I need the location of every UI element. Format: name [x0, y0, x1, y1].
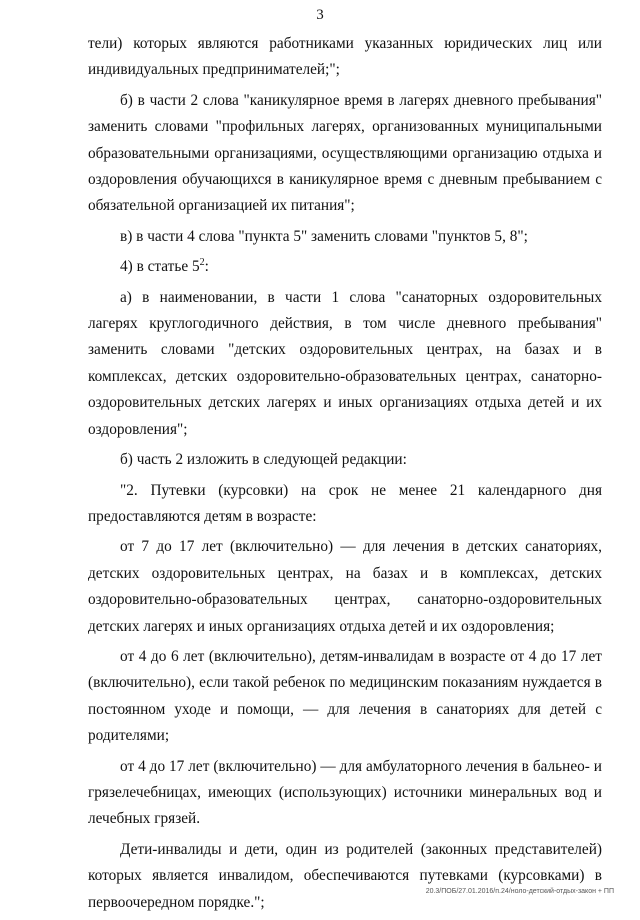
paragraph-article-heading — [88, 254, 602, 280]
document-body — [88, 31, 602, 920]
paragraph: тели) которых являются работниками указанных юридических лиц или индивидуальных предпринимателей;"; — [88, 35, 602, 79]
superscript: 2 — [199, 257, 205, 269]
paragraph: б) в части 2 слова "каникулярное время в лагерях дневного пребывания" заменить словами "профильных лагерях, организованных муниципальными образовательными организациями, осуществляющими организацию отдыха и оздоровления обучающихся в каникулярное время с дневным пребыванием с обязательной организацией их питания"; — [88, 91, 602, 215]
paragraph: б) часть 2 изложить в следующей редакции: — [120, 451, 407, 469]
paragraph: в) в части 4 слова "пункта 5" заменить словами "пунктов 5, 8"; — [120, 227, 528, 245]
paragraph: от 4 до 6 лет (включительно), детям-инвалидам в возрасте от 4 до 17 лет (включительно), если такой ребенок по медицинским показаниям нуждается в постоянном уходе и помощи, — для лечения в санаториях для детей с родителями; — [88, 647, 602, 745]
paragraph: а) в наименовании, в части 1 слова "санаторных оздоровительных лагерях круглогодичного действия, в том числе дневного пребывания" заменить словами "детских оздоровительных центрах, на базах и в комплексах, детских оздоровительно-образовательных центрах, санаторно-оздоровительных детских лагерях и иных организациях отдыха детей и их оздоровления"; — [88, 288, 602, 438]
paragraph: Дети-инвалиды и дети, один из родителей (законных представителей) которых является инвалидом, обеспечиваются путевками (курсовками) в первоочередном порядке."; — [88, 840, 602, 911]
paragraph: "2. Путевки (курсовки) на срок не менее 21 календарного дня предоставляются детям в возрасте: — [88, 481, 602, 525]
paragraph-text: 4) в статье 5 — [120, 258, 200, 276]
paragraph: от 4 до 17 лет (включительно) — для амбулаторного лечения в бальнео- и грязелечебницах, имеющих (использующих) источники минеральных вод и лечебных грязей. — [88, 757, 602, 828]
page-number: 3 — [316, 7, 324, 23]
paragraph: от 7 до 17 лет (включительно) — для лечения в детских санаториях, детских оздоровительных центрах, на базах и в комплексах, детских оздоровительно-образовательных центрах, санаторно-оздоровительных детских лагерях и иных организациях отдыха детей и их оздоровления; — [88, 538, 602, 635]
footer-file-path: 20.3/ПОБ/27.01.2016/п.24/ноло-детский-отдых-закон + ПП — [425, 888, 614, 895]
paragraph-tail: : — [204, 258, 209, 276]
